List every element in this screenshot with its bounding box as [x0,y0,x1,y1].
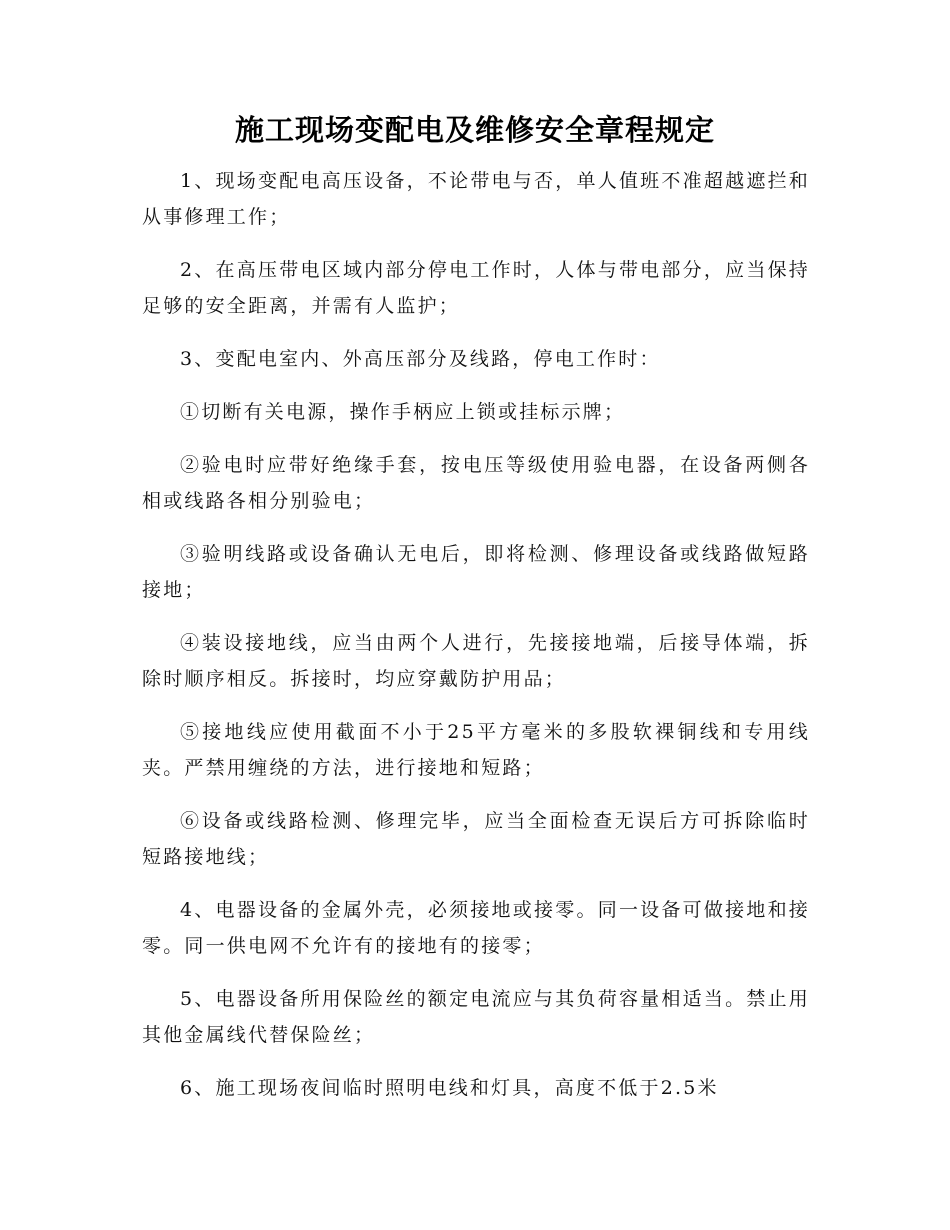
paragraph: 6、施工现场夜间临时照明电线和灯具，高度不低于2.5米 [180,1077,719,1099]
document-body [142,163,810,1123]
paragraph: ⑤接地线应使用截面不小于25平方毫米的多股软裸铜线和专用线夹。严禁用缠绕的方法，进行接地和短路； [142,721,810,779]
paragraph: ⑥设备或线路检测、修理完毕，应当全面检查无误后方可拆除临时短路接地线； [142,810,810,868]
document-title: 施工现场变配电及维修安全章程规定 [234,113,715,147]
paragraph: 3、变配电室内、外高压部分及线路，停电工作时： [180,348,661,370]
paragraph: ③验明线路或设备确认无电后，即将检测、修理设备或线路做短路接地； [142,543,810,601]
paragraph: 2、在高压带电区域内部分停电工作时，人体与带电部分，应当保持足够的安全距离，并需有人监护； [142,259,810,317]
paragraph: 1、现场变配电高压设备，不论带电与否，单人值班不准超越遮拦和从事修理工作； [142,170,810,228]
paragraph: ②验电时应带好绝缘手套，按电压等级使用验电器，在设备两侧各相或线路各相分别验电； [142,454,810,512]
paragraph: 4、电器设备的金属外壳，必须接地或接零。同一设备可做接地和接零。同一供电网不允许有的接地有的接零； [142,899,810,957]
paragraph: 5、电器设备所用保险丝的额定电流应与其负荷容量相适当。禁止用其他金属线代替保险丝； [142,988,810,1046]
paragraph: ④装设接地线，应当由两个人进行，先接接地端，后接导体端，拆除时顺序相反。拆接时，均应穿戴防护用品； [142,632,810,690]
paragraph: ①切断有关电源，操作手柄应上锁或挂标示牌； [180,401,626,423]
